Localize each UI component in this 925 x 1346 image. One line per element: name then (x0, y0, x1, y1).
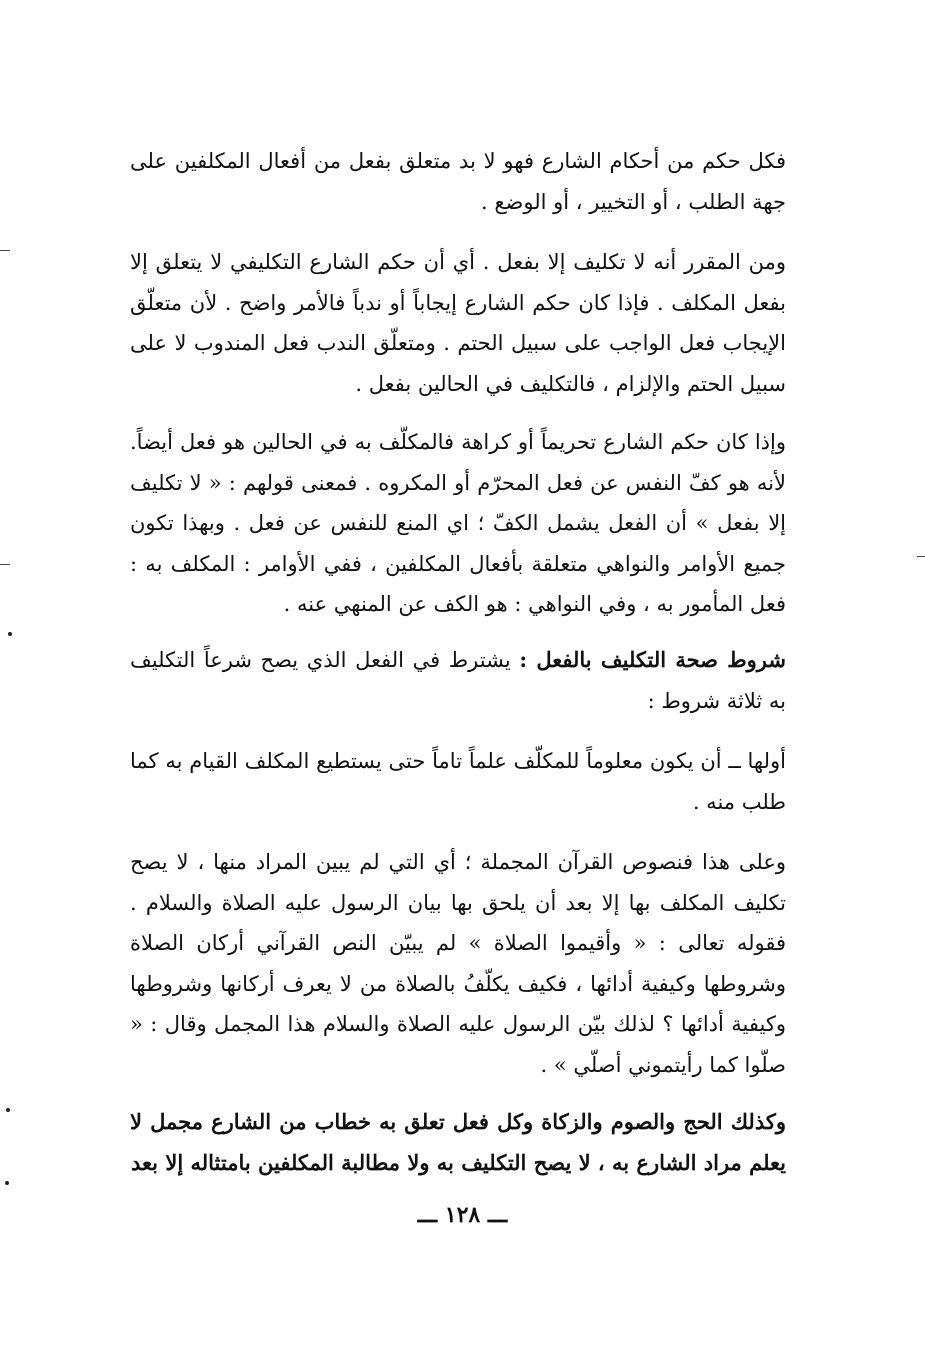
paragraph-text: وعلى هذا فنصوص القرآن المجملة ؛ أي التي لم يبين المراد منها ، لا يصح تكليف المكلف بها إلا بعد أن يلحق بها بيان الرسول عليه الصلاة والسلام . فقوله تعالى : « وأقيموا الصلاة » لم يبيّن النص القرآني أركان الصلاة وشروطها وكيفية أدائها ، فكيف يكلّفُ بالصلاة من لا يعرف أركانها وشروطها وكيفية أدائها ؟ لذلك بيّن الرسول عليه الصلاة والسلام هذا المجمل وقال : « صلّوا كما رأيتموني أصلّي » . (130, 850, 786, 1077)
paragraph-text: فكل حكم من أحكام الشارع فهو لا بد متعلق بفعل من أفعال المكلفين على جهة الطلب ، أو التخيير ، أو الوضع . (130, 149, 786, 214)
paragraph-3 (130, 422, 786, 625)
scan-edge-mark (0, 250, 10, 251)
paragraph-4 (130, 640, 786, 721)
paragraph-text: يشترط في الفعل الذي يصح شرعاً التكليف به ثلاثة شروط : (130, 648, 786, 713)
scan-edge-mark (0, 564, 10, 565)
paragraph-2 (130, 242, 786, 404)
section-heading: شروط صحة التكليف بالفعل : (519, 647, 786, 672)
scan-speck (6, 1108, 10, 1112)
paragraph-text: ومن المقرر أنه لا تكليف إلا بفعل . أي أن حكم الشارع التكليفي لا يتعلق إلا بفعل المكلف . فإذا كان حكم الشارع إيجاباً أو ندباً فالأمر واضح . لأن متعلّق الإيجاب فعل الواجب على سبيل الحتم . ومتعلّق الندب فعل المندوب لا على سبيل الحتم والإلزام ، فالتكليف في الحالين بفعل . (130, 250, 786, 396)
paragraph-5 (130, 741, 786, 822)
scan-speck (8, 632, 12, 636)
scan-edge-mark (917, 556, 925, 557)
paragraph-with-heading (130, 640, 786, 721)
paragraph-text: أولها ــ أن يكون معلوماً للمكلّف علماً تاماً حتى يستطيع المكلف القيام به كما طلب منه . (130, 749, 786, 814)
paragraph-1 (130, 141, 786, 222)
paragraph-6 (130, 842, 786, 1085)
paragraph-text: وكذلك الحج والصوم والزكاة وكل فعل تعلق به خطاب من الشارع مجمل لا يعلم مراد الشارع به ، لا يصح التكليف به ولا مطالبة المكلفين بامتثاله إلا بعد (130, 1109, 786, 1175)
page-number: ـــ ١٢٨ ـــ (417, 1202, 508, 1228)
paragraph-7 (130, 1102, 786, 1183)
paragraph-text: وإذا كان حكم الشارع تحريماً أو كراهة فالمكلّف به في الحالين هو فعل أيضاً. لأنه هو كفّ النفس عن فعل المحرّم أو المكروه . فمعنى قولهم : « لا تكليف إلا بفعل » أن الفعل يشمل الكفّ ؛ اي المنع للنفس عن فعل . وبهذا تكون جميع الأوامر والنواهي متعلقة بأفعال المكلفين ، ففي الأوامر : المكلف به : فعل المأمور به ، وفي النواهي : هو الكف عن المنهي عنه . (130, 430, 786, 616)
scan-speck (5, 1181, 9, 1185)
